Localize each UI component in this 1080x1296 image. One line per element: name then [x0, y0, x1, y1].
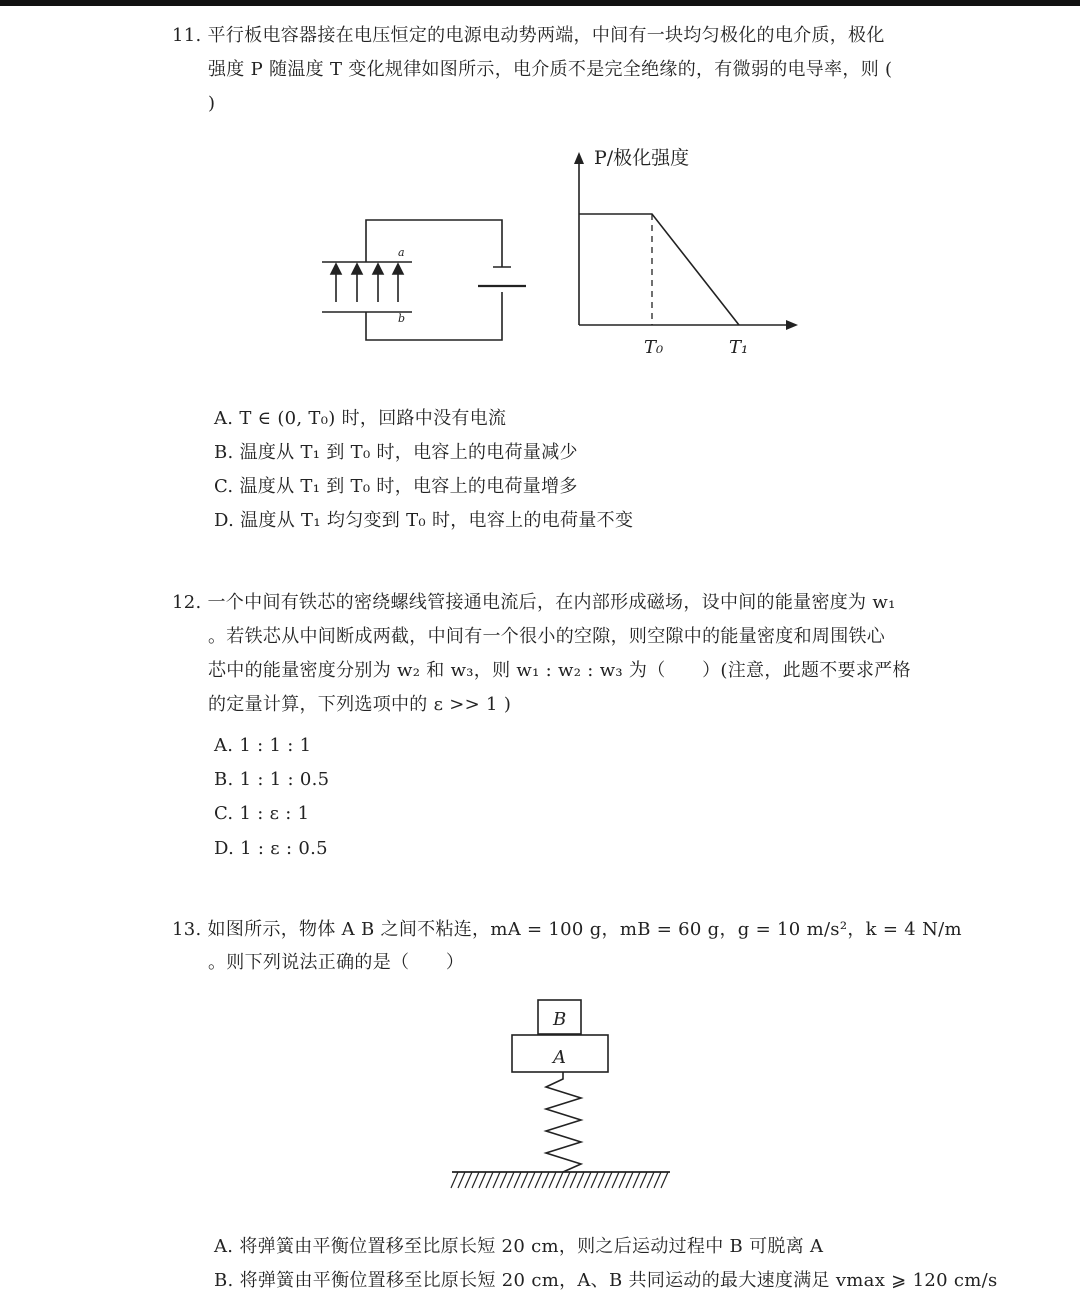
capacitor-circuit-diagram	[322, 220, 526, 340]
q11-option-b: B. 温度从 T₁ 到 T₀ 时，电容上的电荷量减少	[214, 442, 578, 463]
hatch-mark	[619, 1172, 626, 1188]
q11-stem-line-3: )	[208, 93, 216, 114]
q12-option-c: C. 1 : ε : 1	[214, 803, 310, 824]
ground-hatch	[451, 1172, 668, 1188]
hatch-mark	[612, 1172, 619, 1188]
hatch-mark	[479, 1172, 486, 1188]
hatch-mark	[626, 1172, 633, 1188]
q13-stem-line-2: 。则下列说法正确的是（ ）	[208, 952, 465, 973]
hatch-mark	[514, 1172, 521, 1188]
graph-y-label: P/极化强度	[594, 147, 690, 169]
q12-option-d: D. 1 : ε : 0.5	[214, 838, 328, 859]
q12-option-b: B. 1 : 1 : 0.5	[214, 769, 330, 790]
hatch-mark	[465, 1172, 472, 1188]
q13-option-b: B. 将弹簧由平衡位置移至比原长短 20 cm，A、B 共同运动的最大速度满足 vmax ⩾ 120 cm/s	[214, 1270, 998, 1291]
y-axis-arrow-icon	[574, 152, 584, 164]
plate-label-a: a	[398, 246, 405, 259]
hatch-mark	[458, 1172, 465, 1188]
hatch-mark	[591, 1172, 598, 1188]
q11-stem-line-2: 强度 P 随温度 T 变化规律如图所示，电介质不是完全绝缘的，有微弱的电导率，则 (	[208, 59, 893, 80]
hatch-mark	[577, 1172, 584, 1188]
q11-option-d: D. 温度从 T₁ 均匀变到 T₀ 时，电容上的电荷量不变	[214, 510, 634, 531]
q12-stem-line-2: 。若铁芯从中间断成两截，中间有一个很小的空隙，则空隙中的能量密度和周围铁心	[208, 626, 886, 647]
hatch-mark	[528, 1172, 535, 1188]
hatch-mark	[542, 1172, 549, 1188]
polarization-arrows	[331, 264, 403, 302]
graph-tick-t1: T₁	[729, 337, 749, 358]
q12-stem-line-3: 芯中的能量密度分别为 w₂ 和 w₃，则 w₁ : w₂ : w₃ 为（ ）(注意，此题不要求严格	[208, 660, 911, 681]
hatch-mark	[598, 1172, 605, 1188]
hatch-mark	[549, 1172, 556, 1188]
hatch-mark	[563, 1172, 570, 1188]
hatch-mark	[472, 1172, 479, 1188]
hatch-mark	[647, 1172, 654, 1188]
hatch-mark	[654, 1172, 661, 1188]
hatch-mark	[507, 1172, 514, 1188]
x-axis-arrow-icon	[786, 320, 798, 330]
hatch-mark	[570, 1172, 577, 1188]
hatch-mark	[493, 1172, 500, 1188]
q11-figure	[0, 140, 1080, 370]
plate-label-b: b	[398, 312, 406, 325]
hatch-mark	[556, 1172, 563, 1188]
hatch-mark	[584, 1172, 591, 1188]
hatch-mark	[640, 1172, 647, 1188]
q12-stem-line-1: 12. 一个中间有铁芯的密绕螺线管接通电流后，在内部形成磁场，设中间的能量密度为 w₁	[172, 592, 896, 613]
q13-figure	[0, 995, 1080, 1195]
q12-option-a: A. 1 : 1 : 1	[214, 735, 312, 756]
hatch-mark	[535, 1172, 542, 1188]
hatch-mark	[661, 1172, 668, 1188]
q12-stem-line-4: 的定量计算，下列选项中的 ε >> 1 )	[208, 694, 512, 715]
q11-option-a: A. T ∈ (0, T₀) 时，回路中没有电流	[214, 408, 507, 429]
hatch-mark	[451, 1172, 458, 1188]
hatch-mark	[633, 1172, 640, 1188]
q11-stem-line-1: 11. 平行板电容器接在电压恒定的电源电动势两端，中间有一块均匀极化的电介质，极化	[172, 25, 885, 46]
polarization-graph	[579, 162, 790, 325]
graph-tick-t0: T₀	[644, 337, 664, 358]
hatch-mark	[500, 1172, 507, 1188]
block-label-b: B	[553, 1009, 567, 1030]
top-border	[0, 0, 1080, 6]
q11-option-c: C. 温度从 T₁ 到 T₀ 时，电容上的电荷量增多	[214, 476, 578, 497]
q13-option-a: A. 将弹簧由平衡位置移至比原长短 20 cm，则之后运动过程中 B 可脱离 A	[214, 1236, 824, 1257]
q13-stem-line-1: 13. 如图所示，物体 A B 之间不粘连，mA = 100 g，mB = 60 g，g = 10 m/s²，k = 4 N/m	[172, 919, 962, 940]
block-label-a: A	[553, 1047, 566, 1068]
hatch-mark	[605, 1172, 612, 1188]
hatch-mark	[521, 1172, 528, 1188]
hatch-mark	[486, 1172, 493, 1188]
